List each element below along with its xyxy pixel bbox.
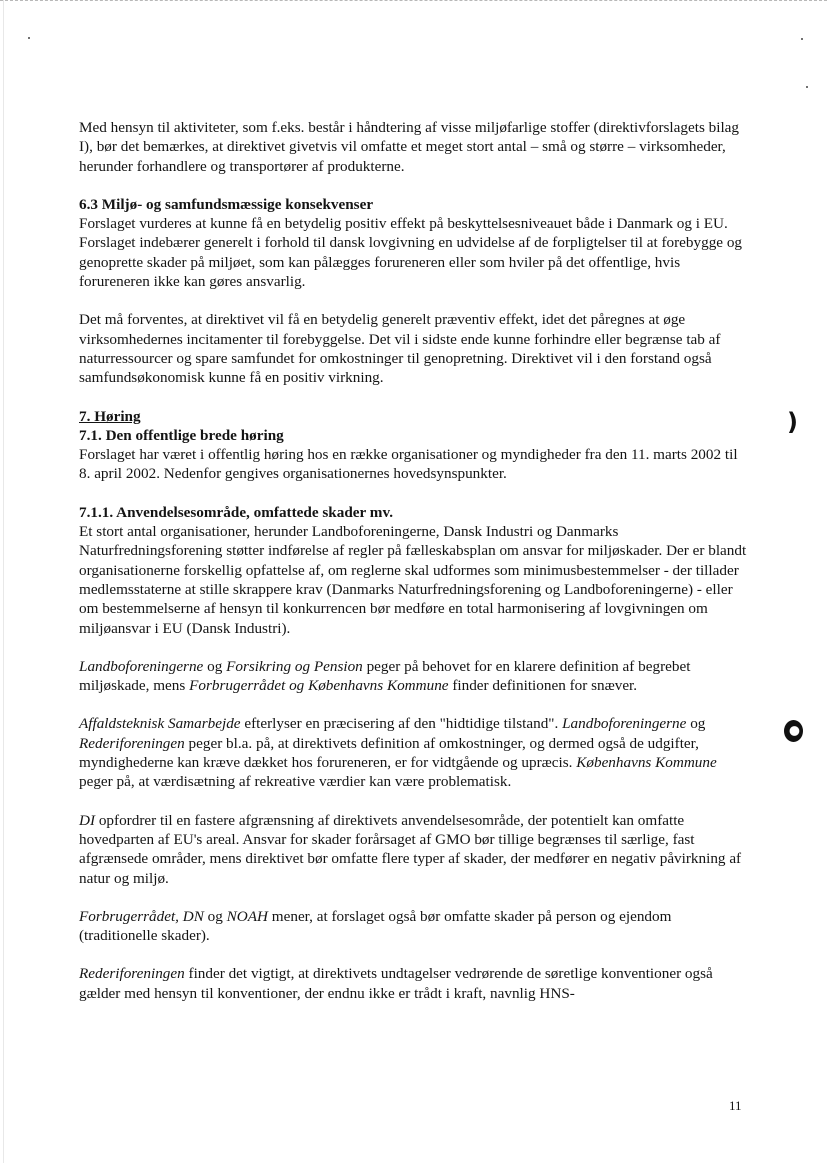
binder-hole-mark: ) <box>787 408 798 436</box>
org-name: Affaldsteknisk Samarbejde <box>79 715 241 733</box>
org-name: Landboforeningerne <box>79 657 204 675</box>
page-left-edge <box>3 0 4 1163</box>
org-name: Rederiforeningen <box>79 734 185 752</box>
document-body <box>79 118 751 1022</box>
paragraph-text: opfordrer til en fastere afgrænsning af direktivets anvendelsesområde, der potentielt kan omfatte hovedparten af EU's areal. Ansvar for skader forårsaget af GMO bør tillige begrænses til særlige, fast afgrænsede områder, mens direktivet bør omfatte flere typer af skader, der medfører en negativ påvirkning af natur og miljø. <box>79 811 742 887</box>
section-7-1-heading: 7.1. Den offentlige brede høring <box>79 426 284 444</box>
org-name: Rederiforeningen <box>79 965 185 983</box>
paragraph-text: og <box>203 657 227 675</box>
intro-paragraph: Med hensyn til aktiviteter, som f.eks. består i håndtering af visse miljøfarlige stoffer (direktivforslagets bilag I), bør det bemærkes, at direktivet givetvis vil omfatte et meget stort antal – små og større – virksomheder, herunder forhandlere og transportører af produkterne. <box>79 119 740 175</box>
paragraph-text: peger bl.a. på, at direktivets definition af omkostninger, og dermed også de udgifter, myndighederne kan kræve dækket hos forureneren, er for vidtgående og upræcis. <box>79 734 699 772</box>
org-name: Forbrugerrådet, DN <box>79 907 204 925</box>
org-name: Forsikring og Pension <box>226 657 363 675</box>
paragraph-text: finder definitionen for snæver. <box>448 677 638 695</box>
section-7-1-paragraph: Forslaget har været i offentlig høring hos en række organisationer og myndigheder fra den 11. marts 2002 til 8. april 2002. Nedenfor gengives organisationernes hovedsynspunkter. <box>79 446 738 483</box>
org-name: Landboforeningerne <box>562 715 687 733</box>
paragraph-text: og <box>686 715 706 733</box>
org-name: DI <box>79 811 96 829</box>
section-6-3-paragraph-1: Forslaget vurderes at kunne få en betydelig positiv effekt på beskyttelsesniveauet både i Danmark og i EU. Forslaget indebærer generelt i forhold til dansk lovgivning en udvidelse af de forpligtelser til at forebygge og genoprette skader på miljøet, som kan pålægges forureneren eller som hviler på det offentlige, hvis forureneren ikke kan gøres ansvarlig. <box>79 215 743 291</box>
section-7-1-1-paragraph-6 <box>79 964 751 1003</box>
paragraph-text: og <box>203 907 227 925</box>
section-6-3-paragraph-2: Det må forventes, at direktivet vil få en betydelig generelt præventiv effekt, idet det påregnes at øge virksomhedernes incitamenter til forebyggelse. Det vil i sidste ende kunne forhindre eller begrænse tab af naturressourcer og spare samfundet for omkostninger til genopretning. Direktivet vil i den forstand også samfundsøkonomisk kunne få en positiv virkning. <box>79 311 721 387</box>
paragraph-text: peger på behovet for en klarere definition af begrebet miljøskade, mens <box>79 657 691 695</box>
paragraph-text: mener, at forslaget også bør omfatte skader på person og ejendom (traditionelle skader). <box>79 907 672 945</box>
section-7-1-1-heading: 7.1.1. Anvendelsesområde, omfattede skader mv. <box>79 503 393 521</box>
paragraph-text: efterlyser en præcisering af den "hidtidige tilstand". <box>240 715 563 733</box>
org-name: NOAH <box>226 907 268 925</box>
section-7-1-1-paragraph-5 <box>79 907 751 946</box>
section-7-1-1-paragraph-3 <box>79 714 751 791</box>
page-top-edge <box>0 0 827 1</box>
section-7-heading: 7. Høring <box>79 407 141 425</box>
section-7-1-1-paragraph-1: Et stort antal organisationer, herunder Landboforeningerne, Dansk Industri og Danmarks Naturfredningsforening støtter indførelse af regler på fælleskabsplan om ansvar for miljøskader. Der er blandt organisationerne forskellig opfattelse af, om reglerne skal udformes som minimusbestemmelser - der tillader medlemsstaterne at stille skrappere krav (Danmarks Naturfredningsforening og Landboforeningerne) - eller om bestemmelserne af hensyn til konkurrencen bør medføre en total harmonisering af lovgivningen om miljøansvar i EU (Dansk Industri). <box>79 523 747 637</box>
page-number: 11 <box>729 1098 742 1113</box>
section-6-3-heading: 6.3 Miljø- og samfundsmæssige konsekvenser <box>79 195 374 213</box>
org-name: Forbrugerrådet og Københavns Kommune <box>189 677 449 695</box>
paragraph-text: finder det vigtigt, at direktivets undtagelser vedrørende de søretlige konventioner også gælder med hensyn til konventioner, der endnu ikke er trådt i kraft, navnlig HNS- <box>79 965 713 1002</box>
binder-hole-mark <box>784 720 803 742</box>
scan-speck <box>28 37 30 39</box>
scan-speck <box>801 38 803 40</box>
paragraph-text: peger på, at værdisætning af rekreative værdier kan være problematisk. <box>79 773 512 791</box>
org-name: Københavns Kommune <box>576 754 717 772</box>
section-7-1-1-paragraph-2 <box>79 657 751 696</box>
scan-speck <box>806 86 808 88</box>
section-7-1-1-paragraph-4 <box>79 811 751 888</box>
